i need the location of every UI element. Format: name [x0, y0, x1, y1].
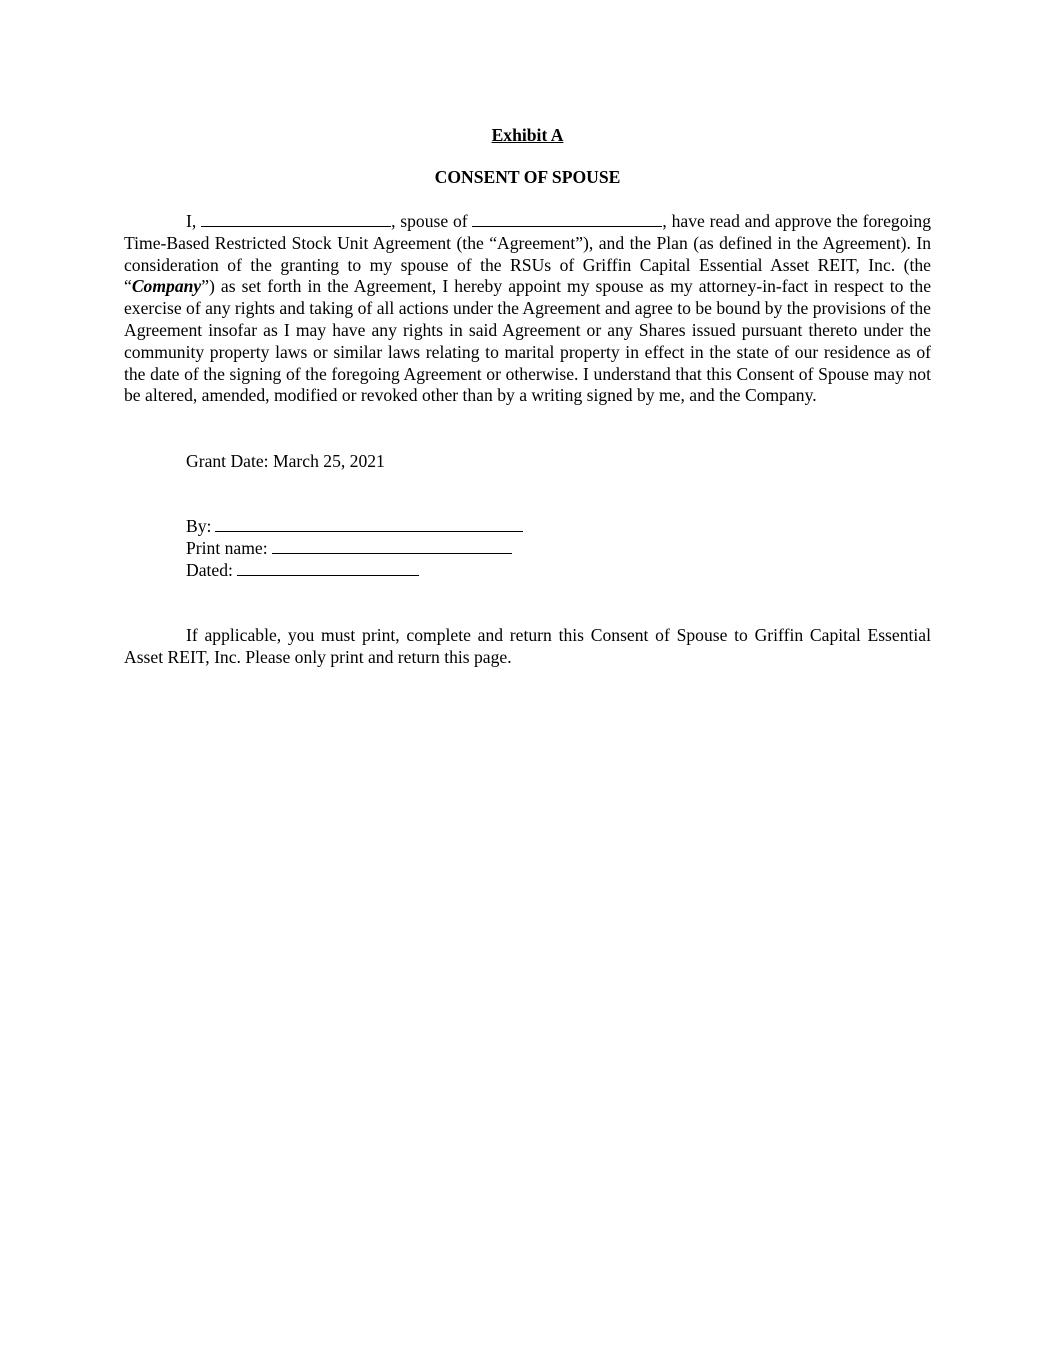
signature-blank — [215, 517, 523, 532]
intro-text: I, — [186, 211, 197, 231]
signature-by-line — [186, 516, 586, 538]
grant-date: Grant Date: March 25, 2021 — [186, 451, 385, 471]
by-label: By: — [186, 516, 212, 536]
signature-block — [186, 516, 586, 581]
print-name-label: Print name: — [186, 537, 268, 558]
body-text-part-1: , have read and approve the foregoing Time-Based Restricted Stock Unit Agreement (the “Agreement”), and the Plan (as defined in the Agreement). In consideration of the granting to my spouse of the RSUs of Griffin Capital Essential Asset REIT, Inc. (the “ — [124, 211, 932, 297]
consent-body-paragraph — [124, 211, 931, 407]
company-defined-term: Company — [131, 276, 202, 297]
dated-blank — [237, 561, 419, 576]
document-title: CONSENT OF SPOUSE — [434, 167, 621, 187]
dated-label: Dated: — [186, 559, 233, 580]
body-text-part-2: ”) as set forth in the Agreement, I hereby appoint my spouse as my attorney-in-fact in respect to the exercise of any rights and taking of all actions under the Agreement and agree to be bound by the provisions of the Agreement insofar as I may have any rights in said Agreement or any Shares issued pursuant thereto under the community property laws or similar laws relating to marital property in effect in the state of our residence as of the date of the signing of the foregoing Agreement or otherwise. I understand that this Consent of Spouse may not be altered, amended, modified or revoked other than by a writing signed by me, and the Company. — [124, 276, 931, 406]
dated-line — [186, 560, 586, 582]
consenting-spouse-name-blank — [201, 212, 391, 227]
return-instructions-paragraph: If applicable, you must print, complete and return this Consent of Spouse to Griffin Capital Essential Asset REIT, Inc. Please only print and return this page. — [124, 625, 931, 667]
exhibit-heading: Exhibit A — [491, 125, 564, 145]
print-name-line — [186, 538, 586, 560]
participant-name-blank — [472, 212, 662, 227]
print-name-blank — [272, 539, 512, 554]
spouse-of-text: , spouse of — [391, 211, 468, 231]
